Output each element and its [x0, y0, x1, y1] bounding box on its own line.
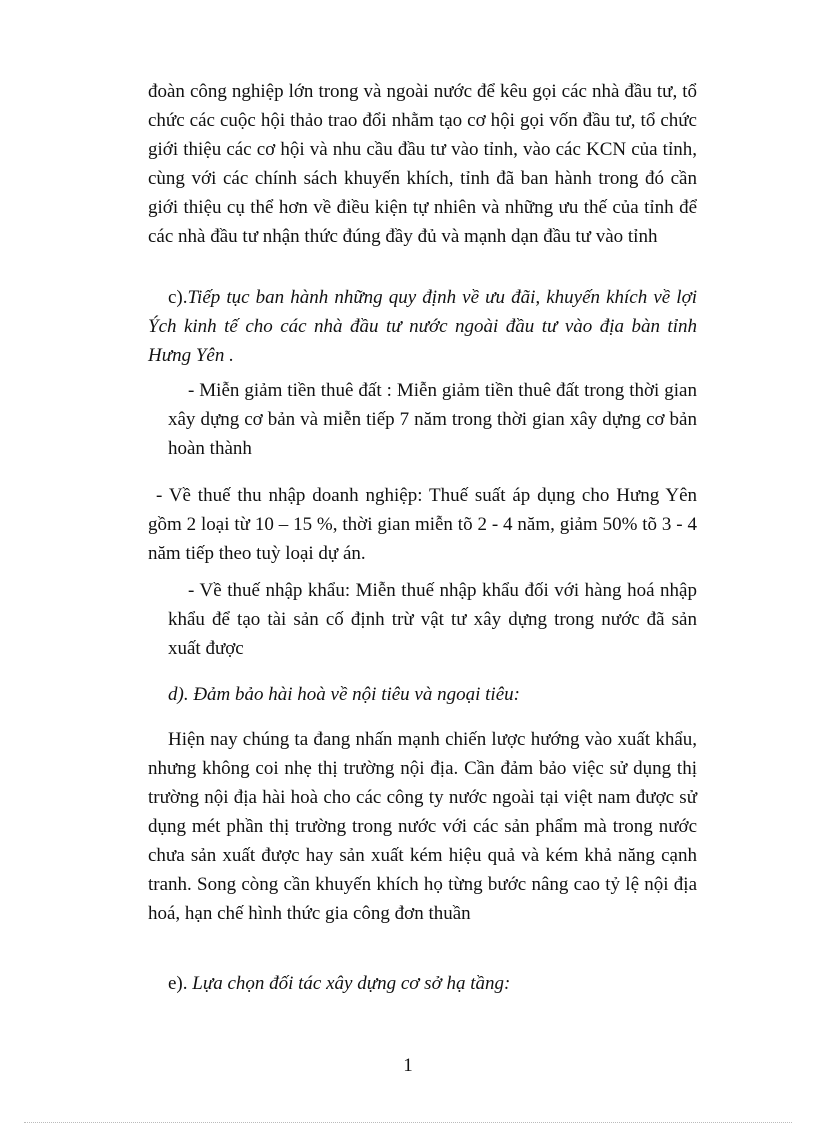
- section-c-label: c).: [168, 287, 188, 308]
- section-c-heading: [148, 283, 697, 370]
- section-c-title: Tiếp tục ban hành những quy định về ưu đãi, khuyến khích về lợi Ých kinh tế cho các nhà đầu tư nước ngoài đầu tư vào địa bàn tỉnh Hưng Yên .: [148, 287, 697, 366]
- section-e-label: e).: [168, 973, 188, 994]
- bullet-import-tax: - Về thuế nhập khẩu: Miễn thuế nhập khẩu đối với hàng hoá nhập khẩu để tạo tài sản cố định trừ vật tư xây dựng trong nước đã sản xuất được: [168, 580, 697, 659]
- intro-paragraph: đoàn công nghiệp lớn trong và ngoài nước để kêu gọi các nhà đầu tư, tổ chức các cuộc hội thảo trao đổi nhằm tạo cơ hội gọi vốn đầu tư, tổ chức giới thiệu các cơ hội và nhu cầu đầu tư vào tỉnh, vào các KCN của tỉnh, cùng với các chính sách khuyến khích, tỉnh đã ban hành trong đó cần giới thiệu cụ thể hơn về điều kiện tự nhiên và những ưu thế của tỉnh để các nhà đầu tư nhận thức đúng đầy đủ và mạnh dạn đầu tư vào tỉnh: [148, 81, 697, 247]
- section-d-heading: d). Đảm bảo hài hoà về nội tiêu và ngoại tiêu:: [168, 684, 520, 705]
- section-e-heading: [148, 969, 697, 998]
- bullet-land-rent: - Miễn giảm tiền thuê đất : Miễn giảm tiền thuê đất trong thời gian xây dựng cơ bản và miễn tiếp 7 năm trong thời gian xây dựng cơ bản hoàn thành: [168, 380, 697, 459]
- bullet-income-tax: - Về thuế thu nhập doanh nghiệp: Thuế suất áp dụng cho Hưng Yên gồm 2 loại từ 10 – 15 %, thời gian miễn tõ 2 - 4 năm, giảm 50% tõ 3 - 4 năm tiếp theo tuỳ loại dự án.: [148, 485, 697, 564]
- page-number: 1: [403, 1055, 413, 1076]
- section-d-paragraph: Hiện nay chúng ta đang nhấn mạnh chiến lược hướng vào xuất khẩu, nhưng không coi nhẹ thị trường nội địa. Cần đảm bảo việc sử dụng thị trường nội địa hài hoà cho các công ty nước ngoài tại việt nam được sử dụng mét phần thị trường trong nước với các sản phẩm mà trong nước chưa sản xuất được hay sản xuất kém hiệu quả và kém khả năng cạnh tranh. Song còng cần khuyến khích họ từng bước nâng cao tỷ lệ nội địa hoá, hạn chế hình thức gia công đơn thuần: [148, 729, 697, 924]
- section-e-title: Lựa chọn đối tác xây dựng cơ sở hạ tầng:: [192, 973, 511, 994]
